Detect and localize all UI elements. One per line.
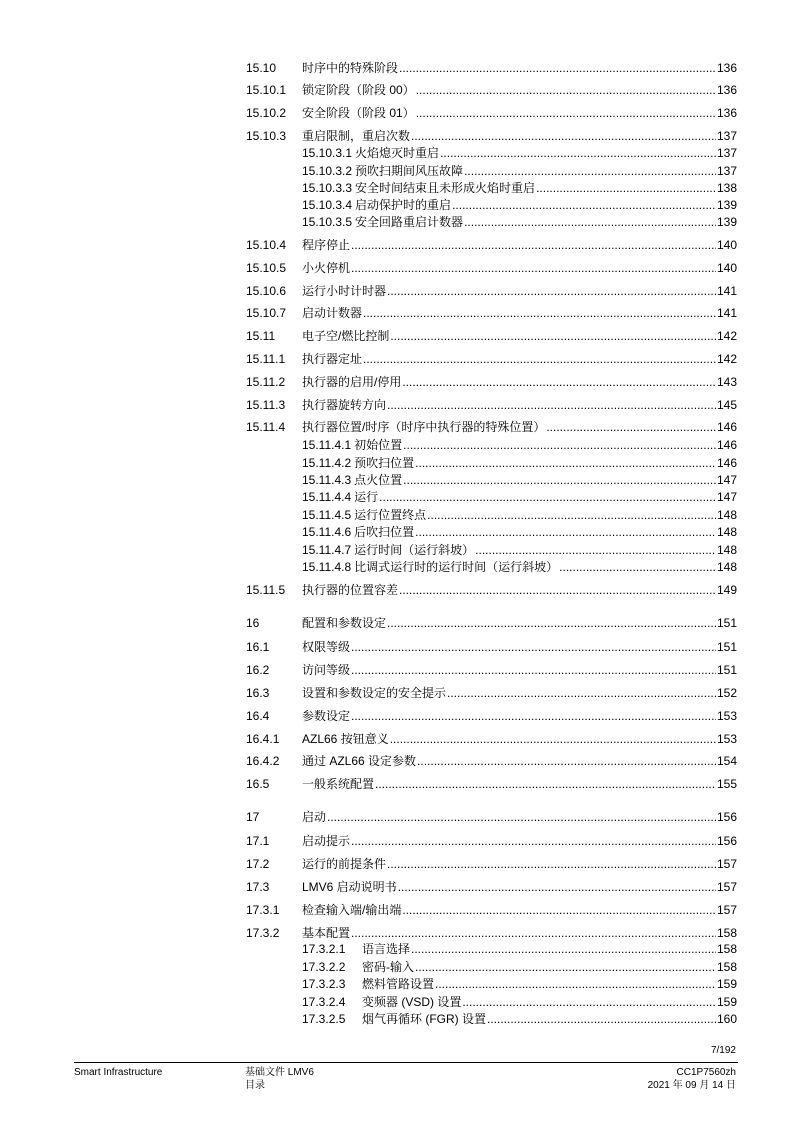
toc-page-number: 149	[716, 583, 737, 597]
toc-row[interactable]	[0, 833, 793, 849]
toc-number: 15.10.3.2	[302, 164, 353, 178]
footer-doc-title: 基础文件 LMV6	[245, 1067, 314, 1078]
toc-row[interactable]	[0, 128, 793, 144]
toc-number: 15.10	[246, 61, 277, 75]
toc-leader-dots	[387, 856, 716, 872]
toc-leader-dots	[387, 283, 716, 299]
toc-row[interactable]	[0, 708, 793, 724]
toc-row[interactable]	[0, 163, 793, 179]
toc-title[interactable]: 程序停止	[302, 238, 351, 252]
toc-number: 16.2	[246, 663, 270, 677]
toc-entry	[302, 455, 737, 471]
toc-number: 15.11.4.4	[302, 490, 352, 504]
toc-title[interactable]: 参数设定	[302, 709, 351, 723]
toc-page-number: 153	[716, 709, 737, 723]
toc-row[interactable]	[0, 753, 793, 769]
toc-entry	[302, 419, 737, 435]
toc-row[interactable]	[0, 776, 793, 792]
toc-page-number: 157	[716, 857, 737, 871]
toc-title[interactable]: 运行时间（运行斜坡）	[354, 543, 475, 557]
toc-leader-dots	[351, 237, 716, 253]
toc-title[interactable]: 初始位置	[354, 438, 403, 452]
toc-page-number: 158	[716, 942, 737, 956]
toc-page-number: 148	[716, 508, 737, 522]
toc-leader-dots	[411, 128, 716, 144]
toc-row[interactable]	[0, 180, 793, 196]
toc-title[interactable]: 权限等级	[302, 640, 351, 654]
toc-entry	[302, 731, 737, 747]
toc-row[interactable]	[0, 374, 793, 390]
toc-title[interactable]: 安全回路重启计数器	[355, 215, 464, 229]
toc-row[interactable]	[0, 214, 793, 230]
page-count: 7/192	[710, 1045, 736, 1056]
toc-title[interactable]: 启动计数器	[302, 306, 363, 320]
toc-entry	[302, 328, 737, 344]
toc-title[interactable]: 时序中的特殊阶段	[302, 61, 399, 75]
toc-number: 17.3.2.1	[302, 942, 346, 956]
toc-title[interactable]: 执行器的位置容差	[302, 583, 399, 597]
toc-page-number: 146	[716, 420, 737, 434]
toc-number: 17.3	[246, 880, 270, 894]
toc-number: 15.10.4	[246, 238, 287, 252]
toc-entry	[302, 879, 737, 895]
toc-page-number: 145	[716, 398, 737, 412]
toc-row[interactable]	[0, 145, 793, 161]
toc-number: 15.11.4	[246, 420, 286, 434]
toc-page-number: 137	[716, 164, 737, 178]
toc-row[interactable]	[0, 976, 793, 992]
toc-title[interactable]: 语言选择	[362, 942, 411, 956]
toc-row[interactable]	[0, 559, 793, 575]
toc-number: 15.11.4.6	[302, 525, 352, 539]
toc-page-number: 158	[716, 960, 737, 974]
toc-leader-dots	[351, 833, 716, 849]
toc-leader-dots	[462, 994, 716, 1010]
toc-row[interactable]	[0, 959, 793, 975]
toc-title[interactable]: 锁定阶段（阶段 00）	[302, 83, 415, 97]
toc-page-number: 156	[716, 810, 737, 824]
toc-entry	[302, 507, 737, 523]
toc-entry	[302, 397, 737, 413]
footer-divider	[74, 1062, 738, 1063]
toc-number: 16.4.2	[246, 754, 280, 768]
toc-row[interactable]	[0, 879, 793, 895]
toc-title[interactable]: 小火停机	[302, 261, 351, 275]
toc-page-number: 160	[716, 1012, 737, 1026]
toc-leader-dots	[475, 542, 716, 558]
toc-page-number: 153	[716, 732, 737, 746]
footer-company: Smart Infrastructure	[74, 1067, 163, 1078]
toc-entry	[302, 994, 737, 1010]
toc-page-number: 157	[716, 903, 737, 917]
toc-entry	[302, 105, 737, 121]
toc-row[interactable]	[0, 994, 793, 1010]
toc-title[interactable]: 安全时间结束且未形成火焰时重启	[355, 181, 536, 195]
toc-entry	[302, 902, 737, 918]
toc-row[interactable]	[0, 809, 793, 825]
toc-number: 15.10.5	[246, 261, 287, 275]
toc-number: 15.10.7	[246, 306, 287, 320]
toc-entry	[302, 145, 737, 161]
toc-number: 15.10.3.3	[302, 181, 353, 195]
toc-number: 15.10.3	[246, 129, 287, 143]
toc-entry	[302, 753, 737, 769]
toc-title[interactable]: 重启限制，重启次数	[302, 129, 411, 143]
footer-doc-code: CC1P7560zh	[676, 1067, 736, 1078]
toc-number: 17.3.2.3	[302, 977, 346, 991]
toc-title[interactable]: 配置和参数设定	[302, 616, 387, 630]
toc-title[interactable]: 启动提示	[302, 834, 351, 848]
toc-title[interactable]: 电子空/燃比控制	[302, 329, 390, 343]
toc-page-number: 157	[716, 880, 737, 894]
toc-leader-dots	[415, 959, 716, 975]
toc-title[interactable]: 运行的前提条件	[302, 857, 387, 871]
toc-page-number: 137	[716, 129, 737, 143]
toc-leader-dots	[415, 524, 716, 540]
toc-page-number: 141	[716, 306, 737, 320]
toc-title[interactable]: 启动保护时的重启	[355, 198, 452, 212]
toc-leader-dots	[559, 559, 716, 575]
toc-entry	[302, 374, 737, 390]
toc-entry	[302, 582, 737, 598]
toc-page-number: 136	[716, 61, 737, 75]
toc-page-number: 143	[716, 375, 737, 389]
toc-page-number: 141	[716, 284, 737, 298]
toc-title[interactable]: 运行位置终点	[354, 508, 427, 522]
footer-section: 目录	[245, 1080, 265, 1091]
toc-number: 15.11.2	[246, 375, 286, 389]
toc-number: 17.3.2	[246, 926, 280, 940]
toc-title[interactable]: AZL66 按钮意义	[302, 732, 389, 746]
toc-number: 17.3.2.5	[302, 1012, 346, 1026]
toc-number: 15.10.6	[246, 284, 287, 298]
toc-entry	[302, 197, 737, 213]
toc-leader-dots	[417, 753, 716, 769]
toc-leader-dots	[375, 776, 716, 792]
toc-leader-dots	[351, 662, 716, 678]
toc-row[interactable]	[0, 437, 793, 453]
toc-entry	[302, 542, 737, 558]
toc-row[interactable]	[0, 283, 793, 299]
toc-leader-dots	[399, 582, 716, 598]
toc-row[interactable]	[0, 60, 793, 76]
toc-number: 15.11.4.1	[302, 438, 352, 452]
toc-title[interactable]: 烟气再循环 (FGR) 设置	[362, 1012, 486, 1026]
toc-entry	[302, 283, 737, 299]
toc-page-number: 142	[716, 329, 737, 343]
toc-row[interactable]	[0, 105, 793, 121]
toc-entry	[302, 60, 737, 76]
toc-number: 16.5	[246, 777, 270, 791]
toc-number: 15.10.2	[246, 106, 287, 120]
toc-leader-dots	[387, 615, 716, 631]
toc-number: 15.10.1	[246, 83, 287, 97]
toc-title[interactable]: 预吹扫位置	[354, 456, 415, 470]
toc-page-number: 154	[716, 754, 737, 768]
toc-leader-dots	[363, 351, 716, 367]
toc-leader-dots	[398, 879, 716, 895]
toc-row[interactable]	[0, 662, 793, 678]
toc-row[interactable]	[0, 472, 793, 488]
toc-number: 17.2	[246, 857, 270, 871]
toc-entry	[302, 524, 737, 540]
toc-leader-dots	[403, 472, 716, 488]
toc-leader-dots	[402, 902, 716, 918]
toc-page-number: 142	[716, 352, 737, 366]
toc-leader-dots	[435, 976, 716, 992]
toc-entry	[302, 128, 737, 144]
toc-leader-dots	[536, 180, 716, 196]
toc-entry	[302, 351, 737, 367]
toc-page-number: 148	[716, 560, 737, 574]
toc-number: 15.11.3	[246, 398, 286, 412]
toc-number: 15.11.5	[246, 583, 286, 597]
toc-number: 16.4.1	[246, 732, 280, 746]
toc-number: 17.3.2.2	[302, 960, 346, 974]
toc-row[interactable]	[0, 925, 793, 941]
toc-leader-dots	[415, 455, 716, 471]
toc-number: 15.10.3.5	[302, 215, 353, 229]
toc-title[interactable]: 运行小时计时器	[302, 284, 387, 298]
toc-page-number: 139	[716, 215, 737, 229]
toc-entry	[302, 809, 737, 825]
toc-leader-dots	[390, 328, 716, 344]
toc-number: 15.11.4.5	[302, 508, 352, 522]
toc-row[interactable]	[0, 902, 793, 918]
toc-entry	[302, 559, 737, 575]
toc-number: 16.1	[246, 640, 270, 654]
toc-number: 16.3	[246, 686, 270, 700]
toc-row[interactable]	[0, 489, 793, 505]
toc-page-number: 152	[716, 686, 737, 700]
toc-title[interactable]: 访问等级	[302, 663, 351, 677]
toc-number: 15.11.1	[246, 352, 286, 366]
toc-title[interactable]: 执行器位置/时序（时序中执行器的特殊位置）	[302, 420, 546, 434]
toc-page-number: 156	[716, 834, 737, 848]
toc-row[interactable]	[0, 397, 793, 413]
toc-number: 15.11.4.3	[302, 473, 352, 487]
toc-row[interactable]	[0, 524, 793, 540]
toc-title[interactable]: 检查输入端/输出端	[302, 903, 402, 917]
toc-title[interactable]: 比调式运行时的运行时间（运行斜坡）	[354, 560, 559, 574]
toc-row[interactable]	[0, 455, 793, 471]
toc-page-number: 159	[716, 995, 737, 1009]
toc-leader-dots	[363, 305, 716, 321]
toc-title[interactable]: 点火位置	[354, 473, 403, 487]
toc-entry	[302, 639, 737, 655]
toc-entry	[302, 163, 737, 179]
toc-row[interactable]	[0, 419, 793, 435]
toc-number: 16	[246, 616, 260, 630]
toc-page-number: 151	[716, 663, 737, 677]
toc-leader-dots	[464, 214, 716, 230]
toc-number: 17	[246, 810, 260, 824]
toc-row[interactable]	[0, 582, 793, 598]
toc-row[interactable]	[0, 941, 793, 957]
toc-leader-dots	[447, 685, 716, 701]
toc-entry	[302, 959, 737, 975]
toc-title[interactable]: 火焰熄灭时重启	[355, 146, 440, 160]
toc-title[interactable]: LMV6 启动说明书	[302, 880, 397, 894]
toc-leader-dots	[351, 708, 716, 724]
toc-title[interactable]: 执行器定址	[302, 352, 363, 366]
toc-title[interactable]: 设置和参数设定的安全提示	[302, 686, 447, 700]
toc-title[interactable]: 启动	[302, 810, 327, 824]
toc-number: 15.10.3.1	[302, 146, 353, 160]
toc-entry	[302, 941, 737, 957]
toc-row[interactable]	[0, 237, 793, 253]
toc-entry	[302, 489, 737, 505]
toc-entry	[302, 685, 737, 701]
toc-row[interactable]	[0, 351, 793, 367]
toc-leader-dots	[416, 105, 716, 121]
toc-page-number: 148	[716, 525, 737, 539]
toc-number: 16.4	[246, 709, 270, 723]
toc-title[interactable]: 一般系统配置	[302, 777, 375, 791]
toc-page-number: 146	[716, 438, 737, 452]
toc-entry	[302, 305, 737, 321]
toc-entry	[302, 662, 737, 678]
toc-row[interactable]	[0, 507, 793, 523]
toc-entry	[302, 856, 737, 872]
toc-row[interactable]	[0, 542, 793, 558]
toc-entry	[302, 472, 737, 488]
toc-number: 15.11	[246, 329, 276, 343]
toc-title[interactable]: 变频器 (VSD) 设置	[362, 995, 462, 1009]
toc-entry	[302, 776, 737, 792]
toc-entry	[302, 1011, 737, 1027]
toc-page-number: 137	[716, 146, 737, 160]
toc-leader-dots	[452, 197, 716, 213]
toc-entry	[302, 615, 737, 631]
toc-leader-dots	[387, 397, 716, 413]
toc-page-number: 147	[716, 490, 737, 504]
toc-row[interactable]	[0, 305, 793, 321]
toc-number: 15.10.3.4	[302, 198, 353, 212]
toc-entry	[302, 437, 737, 453]
toc-row[interactable]	[0, 1011, 793, 1027]
toc-leader-dots	[546, 419, 716, 435]
toc-page-number: 140	[716, 238, 737, 252]
toc-leader-dots	[390, 731, 716, 747]
toc-row[interactable]	[0, 82, 793, 98]
toc-leader-dots	[402, 374, 716, 390]
toc-entry	[302, 708, 737, 724]
toc-title[interactable]: 基本配置	[302, 926, 351, 940]
toc-number: 15.11.4.8	[302, 560, 352, 574]
toc-page-number: 151	[716, 640, 737, 654]
toc-page-number: 147	[716, 473, 737, 487]
toc-leader-dots	[351, 260, 716, 276]
toc-page-number: 155	[716, 777, 737, 791]
toc-row[interactable]	[0, 731, 793, 747]
toc-number: 15.11.4.2	[302, 456, 352, 470]
toc-page-number: 148	[716, 543, 737, 557]
toc-page-number: 146	[716, 456, 737, 470]
toc-leader-dots	[403, 437, 716, 453]
toc-leader-dots	[487, 1011, 716, 1027]
toc-leader-dots	[464, 163, 716, 179]
toc-entry	[302, 82, 737, 98]
footer-date: 2021 年 09 月 14 日	[647, 1080, 736, 1091]
toc-title[interactable]: 执行器旋转方向	[302, 398, 387, 412]
toc-page-number: 140	[716, 261, 737, 275]
toc-title[interactable]: 后吹扫位置	[354, 525, 415, 539]
toc-row[interactable]	[0, 197, 793, 213]
toc-page-number: 139	[716, 198, 737, 212]
toc-leader-dots	[416, 82, 716, 98]
toc-page-number: 136	[716, 83, 737, 97]
toc-leader-dots	[379, 489, 716, 505]
toc-row[interactable]	[0, 639, 793, 655]
toc-leader-dots	[411, 941, 716, 957]
toc-title[interactable]: 安全阶段（阶段 01）	[302, 106, 415, 120]
toc-page-number: 158	[716, 926, 737, 940]
toc-title[interactable]: 执行器的启用/停用	[302, 375, 402, 389]
toc-title[interactable]: 燃料管路设置	[362, 977, 435, 991]
toc-title[interactable]: 预吹扫期间风压故障	[355, 164, 464, 178]
toc-title[interactable]: 密码-输入	[362, 960, 414, 974]
toc-entry	[302, 214, 737, 230]
toc-page-number: 151	[716, 616, 737, 630]
toc-entry	[302, 976, 737, 992]
toc-page-number: 136	[716, 106, 737, 120]
toc-row[interactable]	[0, 856, 793, 872]
toc-leader-dots	[351, 925, 716, 941]
toc-number: 15.11.4.7	[302, 543, 352, 557]
toc-title[interactable]: 通过 AZL66 设定参数	[302, 754, 417, 768]
toc-row[interactable]	[0, 615, 793, 631]
toc-entry	[302, 260, 737, 276]
toc-leader-dots	[399, 60, 716, 76]
toc-number: 17.3.2.4	[302, 995, 346, 1009]
toc-leader-dots	[351, 639, 716, 655]
toc-leader-dots	[327, 809, 716, 825]
toc-row[interactable]	[0, 685, 793, 701]
toc-entry	[302, 180, 737, 196]
toc-page-number: 138	[716, 181, 737, 195]
toc-leader-dots	[427, 507, 716, 523]
toc-page-number: 159	[716, 977, 737, 991]
toc-title[interactable]: 运行	[354, 490, 379, 504]
toc-row[interactable]	[0, 328, 793, 344]
toc-row[interactable]	[0, 260, 793, 276]
toc-number: 17.3.1	[246, 903, 280, 917]
toc-number: 17.1	[246, 834, 270, 848]
toc-leader-dots	[440, 145, 716, 161]
toc-entry	[302, 833, 737, 849]
toc-entry	[302, 925, 737, 941]
toc-entry	[302, 237, 737, 253]
